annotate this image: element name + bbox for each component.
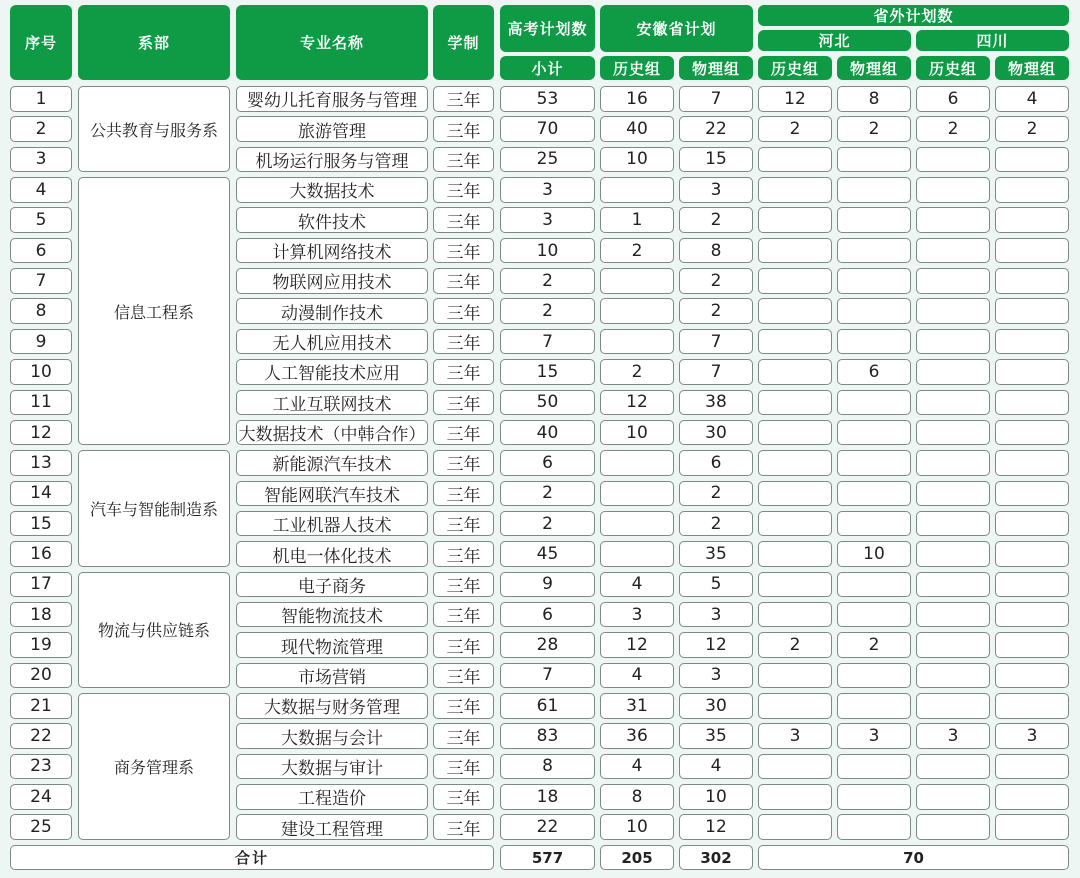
row-subtotal: 8	[500, 754, 595, 780]
row-anhui-history	[600, 268, 674, 294]
row-sichuan-physics: 2	[995, 116, 1069, 142]
row-seq: 6	[10, 238, 72, 264]
row-subtotal: 28	[500, 632, 595, 658]
row-seq: 10	[10, 359, 72, 385]
row-major: 旅游管理	[236, 116, 428, 142]
row-hebei-physics: 2	[837, 116, 911, 142]
row-sichuan-history	[916, 784, 990, 810]
row-duration: 三年	[433, 602, 494, 628]
row-major: 人工智能技术应用	[236, 359, 428, 385]
row-duration: 三年	[433, 784, 494, 810]
row-major: 电子商务	[236, 572, 428, 598]
row-hebei-history	[758, 450, 832, 476]
row-sichuan-physics	[995, 632, 1069, 658]
header-major: 专业名称	[236, 5, 428, 80]
department-cell: 公共教育与服务系	[78, 86, 230, 172]
row-seq: 19	[10, 632, 72, 658]
row-duration: 三年	[433, 663, 494, 689]
header-outside-plan: 省外计划数	[758, 5, 1069, 26]
row-seq: 5	[10, 207, 72, 233]
row-anhui-physics: 3	[679, 177, 753, 203]
header-subtotal: 小计	[500, 56, 595, 80]
row-hebei-history	[758, 663, 832, 689]
row-subtotal: 83	[500, 723, 595, 749]
row-hebei-physics: 10	[837, 541, 911, 567]
row-hebei-history	[758, 329, 832, 355]
row-subtotal: 2	[500, 268, 595, 294]
row-sichuan-history	[916, 450, 990, 476]
row-duration: 三年	[433, 147, 494, 173]
row-duration: 三年	[433, 572, 494, 598]
row-anhui-physics: 3	[679, 663, 753, 689]
row-hebei-physics	[837, 420, 911, 446]
header-hebei-physics: 物理组	[837, 56, 911, 80]
row-anhui-physics: 10	[679, 784, 753, 810]
row-sichuan-physics	[995, 481, 1069, 507]
row-anhui-physics: 7	[679, 86, 753, 112]
row-sichuan-physics	[995, 390, 1069, 416]
row-duration: 三年	[433, 86, 494, 112]
row-anhui-physics: 7	[679, 359, 753, 385]
row-seq: 2	[10, 116, 72, 142]
row-duration: 三年	[433, 814, 494, 840]
row-sichuan-physics	[995, 147, 1069, 173]
row-anhui-physics: 4	[679, 754, 753, 780]
row-anhui-history: 31	[600, 693, 674, 719]
row-hebei-history	[758, 693, 832, 719]
row-seq: 22	[10, 723, 72, 749]
row-major: 新能源汽车技术	[236, 450, 428, 476]
row-anhui-history: 36	[600, 723, 674, 749]
row-seq: 16	[10, 541, 72, 567]
total-subtotal: 577	[500, 845, 595, 871]
row-major: 大数据与财务管理	[236, 693, 428, 719]
row-sichuan-history	[916, 207, 990, 233]
header-sichuan-physics: 物理组	[995, 56, 1069, 80]
row-duration: 三年	[433, 723, 494, 749]
row-hebei-physics: 8	[837, 86, 911, 112]
row-sichuan-history	[916, 268, 990, 294]
row-subtotal: 3	[500, 177, 595, 203]
row-hebei-history	[758, 177, 832, 203]
row-hebei-physics	[837, 147, 911, 173]
row-subtotal: 10	[500, 238, 595, 264]
row-sichuan-physics	[995, 693, 1069, 719]
row-subtotal: 2	[500, 481, 595, 507]
row-seq: 9	[10, 329, 72, 355]
department-cell: 汽车与智能制造系	[78, 450, 230, 567]
row-anhui-history: 12	[600, 390, 674, 416]
row-sichuan-history	[916, 420, 990, 446]
row-hebei-physics	[837, 207, 911, 233]
row-subtotal: 53	[500, 86, 595, 112]
row-anhui-history: 4	[600, 663, 674, 689]
row-anhui-physics: 15	[679, 147, 753, 173]
header-dept: 系部	[78, 5, 230, 80]
row-sichuan-history: 6	[916, 86, 990, 112]
department-cell: 商务管理系	[78, 693, 230, 840]
row-hebei-history	[758, 390, 832, 416]
row-subtotal: 50	[500, 390, 595, 416]
row-subtotal: 7	[500, 663, 595, 689]
row-anhui-physics: 2	[679, 481, 753, 507]
row-anhui-history	[600, 298, 674, 324]
row-anhui-physics: 3	[679, 602, 753, 628]
row-hebei-history	[758, 511, 832, 537]
row-major: 智能物流技术	[236, 602, 428, 628]
row-sichuan-history	[916, 602, 990, 628]
row-seq: 18	[10, 602, 72, 628]
row-major: 市场营销	[236, 663, 428, 689]
row-subtotal: 3	[500, 207, 595, 233]
row-hebei-history	[758, 207, 832, 233]
row-anhui-physics: 35	[679, 541, 753, 567]
row-hebei-physics	[837, 572, 911, 598]
total-anhui-physics: 302	[679, 845, 753, 871]
row-sichuan-physics: 4	[995, 86, 1069, 112]
row-anhui-physics: 30	[679, 693, 753, 719]
row-anhui-physics: 2	[679, 207, 753, 233]
row-hebei-physics: 6	[837, 359, 911, 385]
row-anhui-physics: 8	[679, 238, 753, 264]
row-major: 工业互联网技术	[236, 390, 428, 416]
row-sichuan-history	[916, 329, 990, 355]
row-hebei-history	[758, 784, 832, 810]
row-major: 大数据技术（中韩合作）	[236, 420, 428, 446]
row-sichuan-history	[916, 511, 990, 537]
row-hebei-physics	[837, 511, 911, 537]
row-sichuan-history	[916, 572, 990, 598]
row-major: 机场运行服务与管理	[236, 147, 428, 173]
header-gaokao-plan: 高考计划数	[500, 5, 595, 52]
row-hebei-physics: 3	[837, 723, 911, 749]
row-seq: 24	[10, 784, 72, 810]
header-hebei: 河北	[758, 30, 911, 51]
row-anhui-history: 1	[600, 207, 674, 233]
row-hebei-history	[758, 298, 832, 324]
row-anhui-history: 40	[600, 116, 674, 142]
row-hebei-history	[758, 420, 832, 446]
row-anhui-history: 4	[600, 572, 674, 598]
row-duration: 三年	[433, 481, 494, 507]
row-major: 机电一体化技术	[236, 541, 428, 567]
row-anhui-history: 10	[600, 814, 674, 840]
row-anhui-physics: 12	[679, 632, 753, 658]
header-duration: 学制	[433, 5, 494, 80]
row-seq: 1	[10, 86, 72, 112]
row-anhui-physics: 7	[679, 329, 753, 355]
row-sichuan-history: 3	[916, 723, 990, 749]
row-anhui-physics: 12	[679, 814, 753, 840]
row-hebei-physics: 2	[837, 632, 911, 658]
row-duration: 三年	[433, 359, 494, 385]
row-hebei-physics	[837, 663, 911, 689]
row-duration: 三年	[433, 420, 494, 446]
row-anhui-physics: 2	[679, 511, 753, 537]
row-sichuan-history	[916, 693, 990, 719]
row-anhui-history: 3	[600, 602, 674, 628]
row-sichuan-physics	[995, 207, 1069, 233]
row-subtotal: 22	[500, 814, 595, 840]
row-sichuan-history	[916, 390, 990, 416]
row-duration: 三年	[433, 390, 494, 416]
row-sichuan-history	[916, 632, 990, 658]
row-seq: 4	[10, 177, 72, 203]
header-anhui-history: 历史组	[600, 56, 674, 80]
row-anhui-history: 10	[600, 147, 674, 173]
row-sichuan-physics	[995, 298, 1069, 324]
row-subtotal: 45	[500, 541, 595, 567]
row-hebei-history	[758, 268, 832, 294]
row-duration: 三年	[433, 238, 494, 264]
row-duration: 三年	[433, 511, 494, 537]
row-sichuan-history	[916, 541, 990, 567]
row-anhui-history	[600, 450, 674, 476]
row-seq: 3	[10, 147, 72, 173]
row-duration: 三年	[433, 450, 494, 476]
row-anhui-history: 2	[600, 359, 674, 385]
row-sichuan-physics	[995, 359, 1069, 385]
row-duration: 三年	[433, 268, 494, 294]
row-duration: 三年	[433, 693, 494, 719]
row-major: 工程造价	[236, 784, 428, 810]
row-sichuan-physics	[995, 541, 1069, 567]
row-sichuan-physics	[995, 663, 1069, 689]
department-cell: 信息工程系	[78, 177, 230, 445]
row-duration: 三年	[433, 329, 494, 355]
row-subtotal: 9	[500, 572, 595, 598]
header-anhui-plan: 安徽省计划	[600, 5, 753, 52]
row-seq: 17	[10, 572, 72, 598]
row-sichuan-physics	[995, 450, 1069, 476]
row-duration: 三年	[433, 207, 494, 233]
row-major: 计算机网络技术	[236, 238, 428, 264]
row-seq: 21	[10, 693, 72, 719]
row-hebei-physics	[837, 814, 911, 840]
row-seq: 13	[10, 450, 72, 476]
row-subtotal: 7	[500, 329, 595, 355]
row-seq: 23	[10, 754, 72, 780]
row-subtotal: 6	[500, 450, 595, 476]
row-sichuan-physics	[995, 602, 1069, 628]
row-major: 大数据与审计	[236, 754, 428, 780]
row-anhui-physics: 6	[679, 450, 753, 476]
row-sichuan-physics	[995, 238, 1069, 264]
row-subtotal: 40	[500, 420, 595, 446]
row-subtotal: 18	[500, 784, 595, 810]
total-anhui-history: 205	[600, 845, 674, 871]
row-anhui-physics: 2	[679, 268, 753, 294]
row-sichuan-physics	[995, 177, 1069, 203]
row-hebei-physics	[837, 390, 911, 416]
row-subtotal: 70	[500, 116, 595, 142]
row-anhui-history	[600, 541, 674, 567]
row-sichuan-physics	[995, 511, 1069, 537]
row-major: 动漫制作技术	[236, 298, 428, 324]
row-hebei-physics	[837, 450, 911, 476]
row-duration: 三年	[433, 298, 494, 324]
row-hebei-physics	[837, 268, 911, 294]
row-hebei-physics	[837, 238, 911, 264]
row-sichuan-history	[916, 663, 990, 689]
row-sichuan-history	[916, 814, 990, 840]
row-seq: 7	[10, 268, 72, 294]
header-sichuan-history: 历史组	[916, 56, 990, 80]
row-seq: 14	[10, 481, 72, 507]
row-hebei-history	[758, 754, 832, 780]
row-sichuan-history	[916, 298, 990, 324]
row-major: 物联网应用技术	[236, 268, 428, 294]
row-sichuan-physics	[995, 814, 1069, 840]
row-hebei-physics	[837, 754, 911, 780]
row-seq: 15	[10, 511, 72, 537]
row-major: 工业机器人技术	[236, 511, 428, 537]
row-sichuan-physics	[995, 572, 1069, 598]
row-hebei-history	[758, 147, 832, 173]
row-hebei-history: 2	[758, 632, 832, 658]
row-sichuan-physics	[995, 420, 1069, 446]
row-sichuan-history: 2	[916, 116, 990, 142]
row-seq: 11	[10, 390, 72, 416]
row-anhui-physics: 30	[679, 420, 753, 446]
row-sichuan-physics	[995, 784, 1069, 810]
row-anhui-physics: 5	[679, 572, 753, 598]
row-sichuan-history	[916, 238, 990, 264]
header-seq: 序号	[10, 5, 72, 80]
row-seq: 20	[10, 663, 72, 689]
row-subtotal: 2	[500, 298, 595, 324]
row-duration: 三年	[433, 632, 494, 658]
row-sichuan-history	[916, 481, 990, 507]
row-hebei-history: 2	[758, 116, 832, 142]
row-hebei-history	[758, 541, 832, 567]
row-duration: 三年	[433, 116, 494, 142]
header-hebei-history: 历史组	[758, 56, 832, 80]
header-sichuan: 四川	[916, 30, 1069, 51]
row-anhui-history	[600, 177, 674, 203]
row-sichuan-physics	[995, 754, 1069, 780]
row-sichuan-history	[916, 177, 990, 203]
row-sichuan-history	[916, 359, 990, 385]
row-anhui-history: 8	[600, 784, 674, 810]
row-duration: 三年	[433, 177, 494, 203]
total-label: 合计	[10, 845, 494, 871]
row-hebei-history	[758, 572, 832, 598]
row-subtotal: 15	[500, 359, 595, 385]
row-anhui-history	[600, 481, 674, 507]
row-anhui-history: 2	[600, 238, 674, 264]
row-seq: 8	[10, 298, 72, 324]
row-hebei-physics	[837, 298, 911, 324]
row-hebei-history	[758, 814, 832, 840]
row-anhui-history: 10	[600, 420, 674, 446]
row-anhui-history	[600, 511, 674, 537]
row-hebei-physics	[837, 693, 911, 719]
row-hebei-history	[758, 481, 832, 507]
row-major: 大数据技术	[236, 177, 428, 203]
row-subtotal: 61	[500, 693, 595, 719]
row-major: 软件技术	[236, 207, 428, 233]
row-anhui-history	[600, 329, 674, 355]
row-subtotal: 2	[500, 511, 595, 537]
row-major: 无人机应用技术	[236, 329, 428, 355]
row-anhui-physics: 2	[679, 298, 753, 324]
row-major: 建设工程管理	[236, 814, 428, 840]
row-seq: 25	[10, 814, 72, 840]
row-hebei-physics	[837, 481, 911, 507]
row-hebei-physics	[837, 329, 911, 355]
row-sichuan-physics: 3	[995, 723, 1069, 749]
row-hebei-physics	[837, 602, 911, 628]
row-anhui-history: 12	[600, 632, 674, 658]
row-sichuan-history	[916, 147, 990, 173]
row-duration: 三年	[433, 541, 494, 567]
row-subtotal: 6	[500, 602, 595, 628]
row-hebei-history: 3	[758, 723, 832, 749]
total-outside: 70	[758, 845, 1069, 871]
row-hebei-physics	[837, 177, 911, 203]
row-major: 智能网联汽车技术	[236, 481, 428, 507]
row-anhui-history: 16	[600, 86, 674, 112]
row-anhui-physics: 22	[679, 116, 753, 142]
row-major: 大数据与会计	[236, 723, 428, 749]
row-seq: 12	[10, 420, 72, 446]
row-sichuan-history	[916, 754, 990, 780]
row-sichuan-physics	[995, 268, 1069, 294]
row-duration: 三年	[433, 754, 494, 780]
row-anhui-physics: 38	[679, 390, 753, 416]
header-anhui-physics: 物理组	[679, 56, 753, 80]
row-hebei-history: 12	[758, 86, 832, 112]
row-major: 现代物流管理	[236, 632, 428, 658]
row-sichuan-physics	[995, 329, 1069, 355]
row-anhui-physics: 35	[679, 723, 753, 749]
row-hebei-history	[758, 602, 832, 628]
row-hebei-history	[758, 359, 832, 385]
row-hebei-history	[758, 238, 832, 264]
department-cell: 物流与供应链系	[78, 572, 230, 689]
row-subtotal: 25	[500, 147, 595, 173]
row-major: 婴幼儿托育服务与管理	[236, 86, 428, 112]
row-hebei-physics	[837, 784, 911, 810]
row-anhui-history: 4	[600, 754, 674, 780]
